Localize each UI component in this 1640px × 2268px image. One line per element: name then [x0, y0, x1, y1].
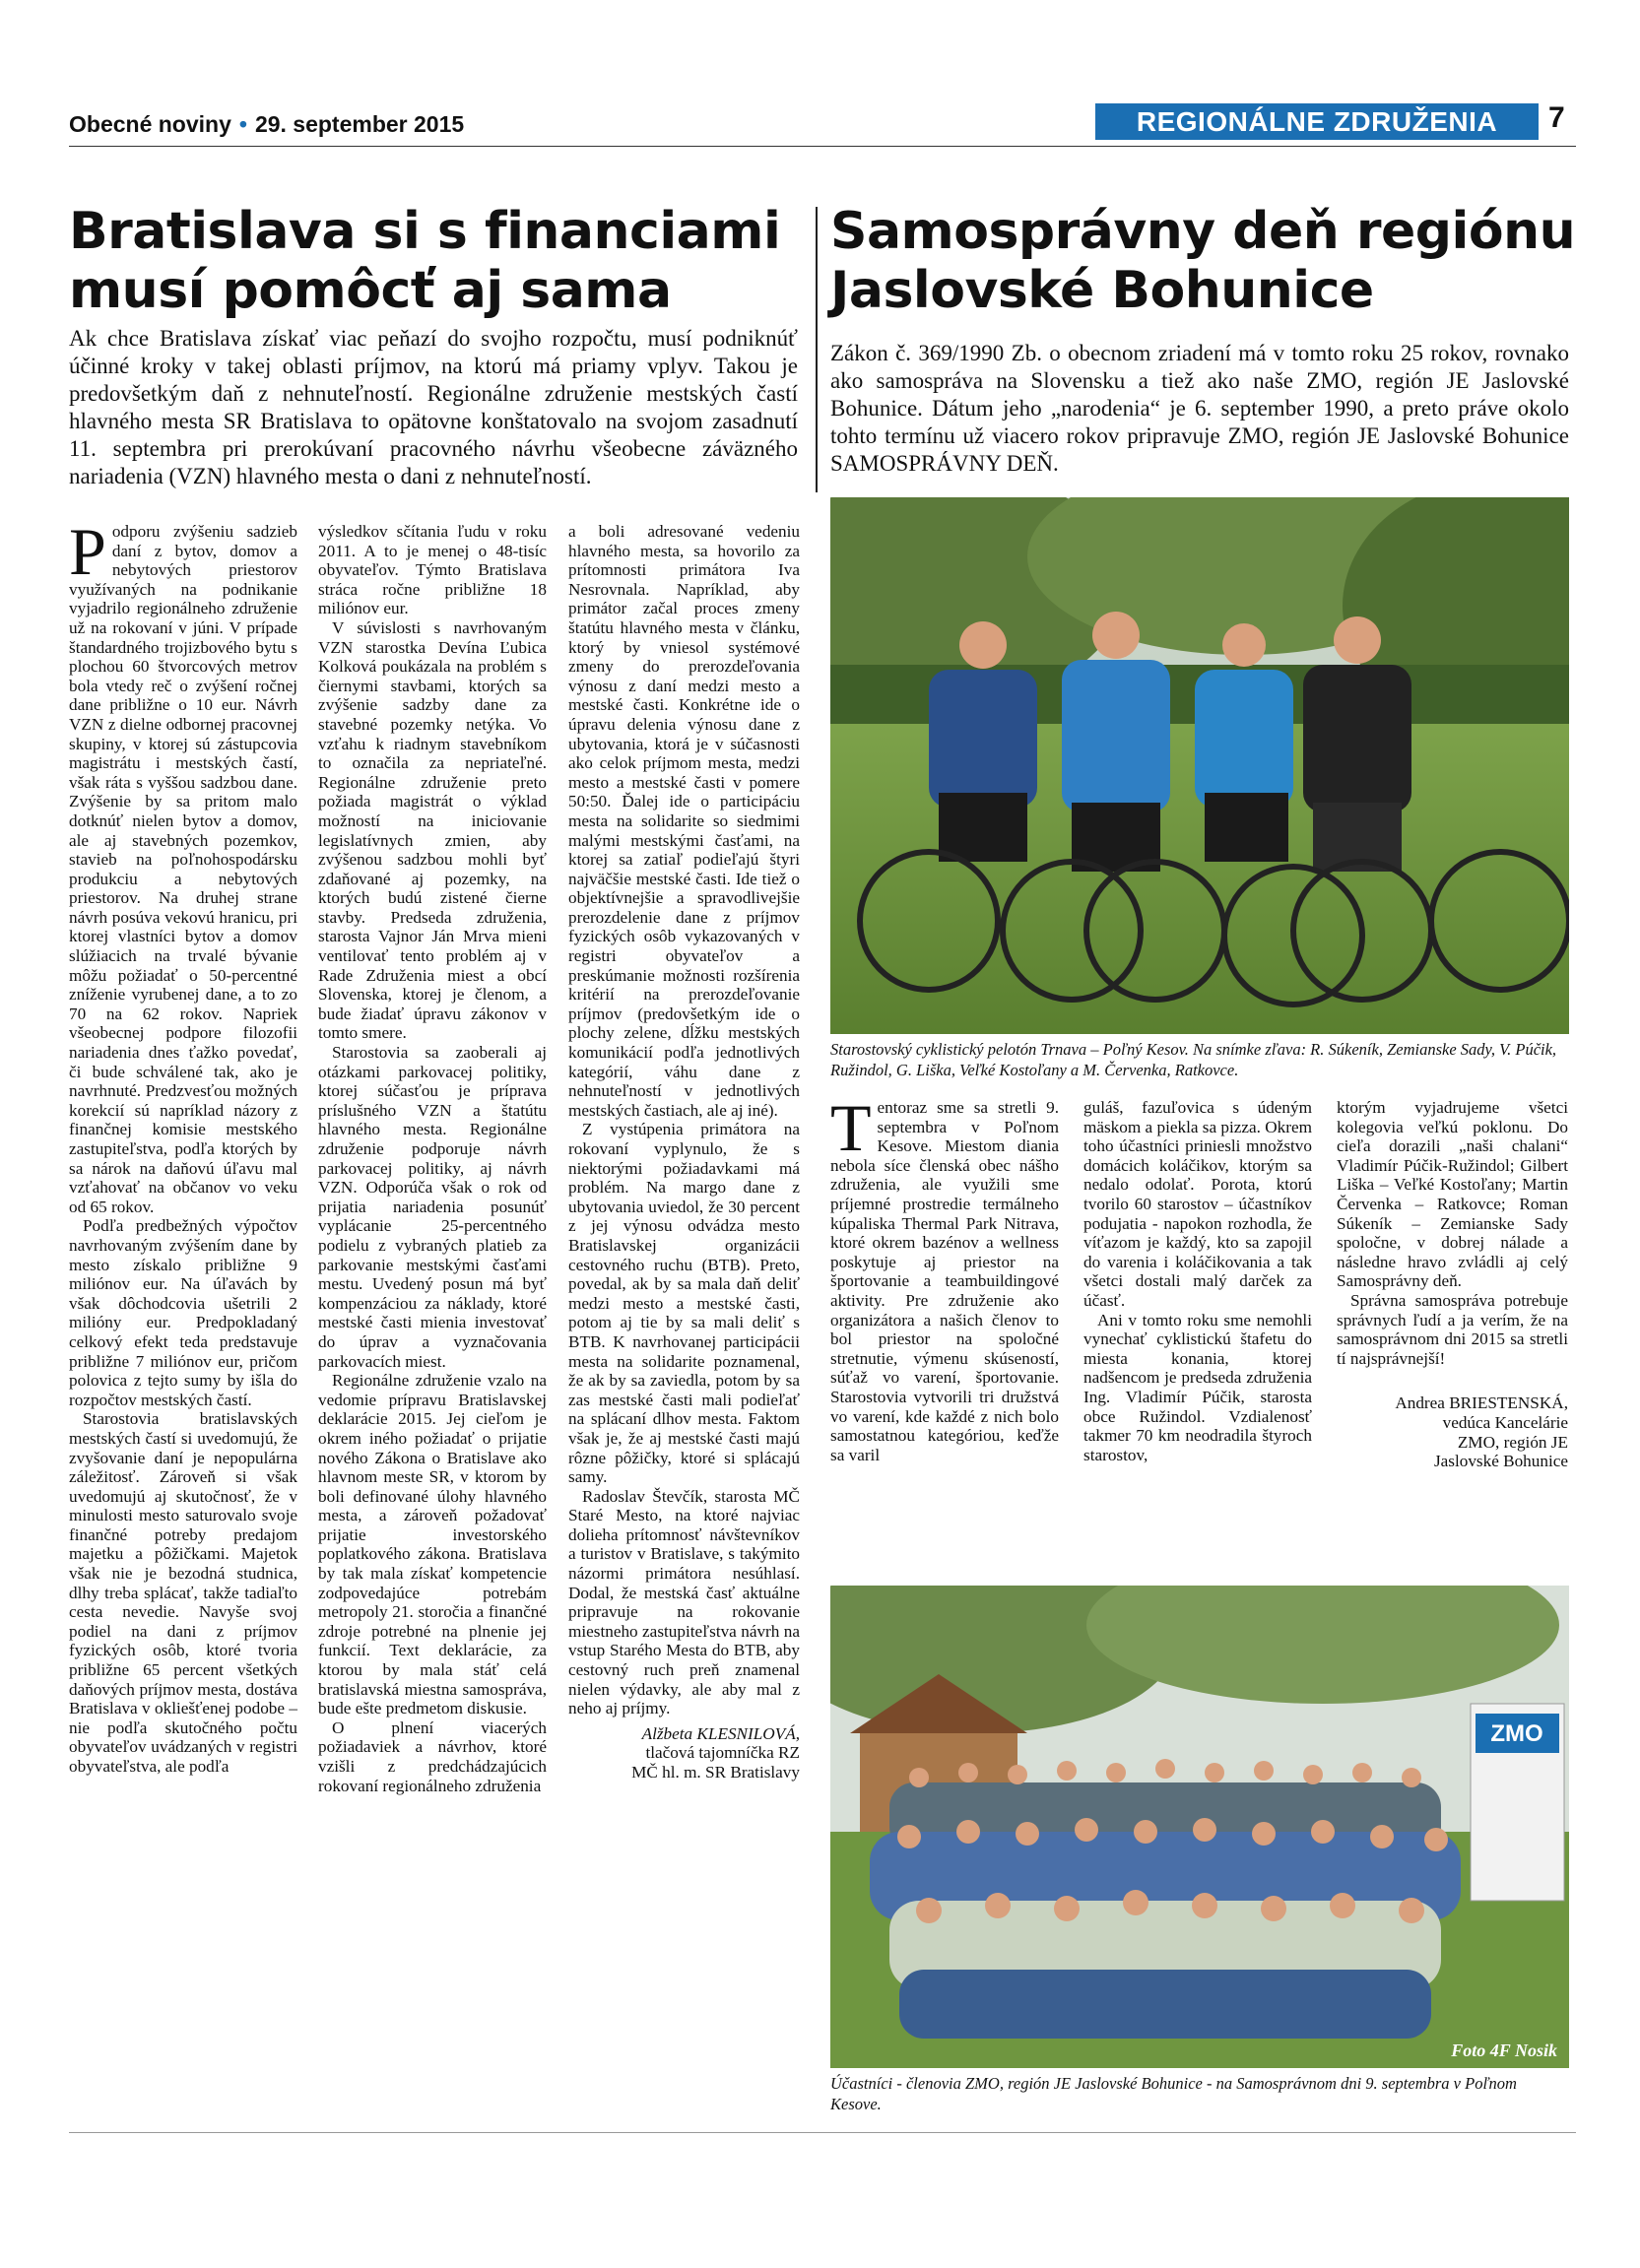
right-lead: Zákon č. 369/1990 Zb. o obecnom zriadení má v tomto roku 25 rokov, rovnako ako samospráva na Slovensku a tiež ako naše ZMO, región JE Jaslovské Bohunice. Dátum jeho „narodenia“ je 6. september 1990, a preto práve okolo tohto termínu už viacero rokov pripravuje ZMO, región JE Jaslovské Bohunice SAMOSPRÁVNY DEŇ.: [830, 341, 1569, 476]
right-column-2: [1083, 1098, 1312, 1464]
right-headline: [830, 202, 1579, 320]
left-col1-para2: Podľa predbežných výpočtov navrhovaným zvýšením dane by mesto získalo približne 9 miliónov eur. Na úľavách by však dôchodcovia ušetrili 2 milióny eur. Predpokladaný celkový efekt teda predstavuje približne 7 miliónov eur, pričom polovica z tejto sumy by išla do rozpočtov mestských častí.: [69, 1216, 297, 1409]
left-column-3: [568, 522, 800, 1782]
group-photo-caption: Účastníci - členovia ZMO, región JE Jaslovské Bohunice - na Samosprávnom dni 9. septembra v Poľnom Kesove.: [830, 2074, 1517, 2113]
left-col2-para2: V súvislosti s navrhovaným VZN starostka Devína Ľubica Kolková poukázala na problém s čiernymi stavbami, ktorých sa zvýšenie sadzby dane za stavebné pozemky netýka. Vo vzťahu k riadnym stavebníkom to označila za nepriateľné. Regionálne združenie preto požiada magistrát o výklad možností na iniciovanie legislatívnych zmien, aby zvýšenou sadzbou mohli byť zdaňované aj pozemky, na ktorých budú zistené čierne stavby. Predseda združenia, starosta Vajnor Ján Mrva mieni ventilovať tento problém aj v Rade Združenia miest a obcí Slovenska, ktorej je členom, a bude žiadať úpravu zákonov v tomto smere.: [318, 617, 547, 1043]
left-lead: Ak chce Bratislava získať viac peňazí do svojho rozpočtu, musí podniknúť účinné kroky v takej oblasti príjmov, na ktorú má priamy vplyv. Takou je predovšetkým daň z nehnuteľností. Regionálne združenie mestských častí hlavného mesta SR Bratislava to opätovne konštatovalo na svojom zasadnutí 11. septembra pri prerokúvaní pracovného návrhu všeobecne záväzného nariadenia (VZN) hlavného mesta o dani z nehnuteľností.: [69, 326, 798, 488]
header-rule: [69, 146, 1576, 147]
right-headline-line2: Jaslovské Bohunice: [830, 261, 1374, 320]
left-col1-para1: Podporu zvýšeniu sadzieb daní z bytov, domov a nebytových priestorov využívaných na podnikanie vyjadrilo regionálneho združenie už na rokovaní v júni. V prípade štandardného trojizbového bytu s plochou 60 štvorcových metrov bola vtedy reč o zvýšení ročnej dane približne o 10 eur. Návrh VZN z dielne odbornej pracovnej skupiny, v ktorej sú zástupcovia magistrátu i mestských častí, však ráta s vyššou sadzbou dane. Zvýšenie by sa pritom malo dotknúť nielen bytov a domov, ale aj stavebných pozemkov, stavieb na poľnohospodársku produkciu a nebytových priestorov. Na druhej strane návrh posúva vekovú hranicu, pri ktorej vlastníci bytov a domov slúžiacich na trvalé bývanie môžu požiadať o 50-percentné zníženie vyrubenej dane, a to zo 70 na 62 rokov. Napriek všeobecnej podpore filozofii nariadenia dnes ťažko povedať, či bude schválené tak, ako je navrhnuté. Predzvesťou možných korekcií sú napríklad názory z finančnej komisie mestského zastupiteľstva, podľa ktorých by sa nárok na daňovú úľavu mal vzťahovať na občanov vo veku od 65 rokov.: [69, 514, 297, 1216]
section-label: REGIONÁLNE ZDRUŽENIA: [1095, 103, 1539, 140]
right-column-3: [1337, 1098, 1568, 1471]
drop-cap: P: [69, 514, 106, 589]
right-col3-para2: Správna samospráva potrebuje správnych ľudí a ja verím, že na samosprávnom dni 2015 sa stretli tí najsprávnejší!: [1337, 1290, 1568, 1368]
right-sig-role2: ZMO, región JE: [1457, 1432, 1568, 1452]
right-column-1: [830, 1090, 1059, 1464]
right-headline-line1: Samosprávny deň regiónu: [830, 202, 1576, 261]
photo-credit: Foto 4F Nosik: [1451, 2041, 1557, 2060]
right-col2-para1: guláš, fazuľovica s údeným mäskom a piekla sa pizza. Okrem toho účastníci priniesli množstvo domácich koláčikov, ktorým sa nedalo odolať. Porota, ktorú tvorilo 60 starostov – účastníkov podujatia - napokon rozhodla, že víťazom je každý, kto sa zapojil do varenia i koláčikovania a tak všetci dostali malý darček za účasť.: [1083, 1098, 1312, 1310]
right-col3-para1: ktorým vyjadrujeme všetci kolegovia veľkú poklonu. Do cieľa dorazili „naši chalani“ Vladimír Púčik-Ružindol; Gilbert Liška – Veľké Kostoľany; Martin Červenka – Ratkovce; Roman Súkeník – Zemianske Sady spoločne, v dobrej nálade a následne hravo zvládli aj celý Samosprávny deň.: [1337, 1098, 1568, 1291]
left-col1-para3: Starostovia bratislavských mestských častí si uvedomujú, že zvyšovanie daní je nepopulárna záležitosť. Zároveň si však uvedomujú aj skutočnosť, že v minulosti mesto saturovalo svoje finančné potreby predajom majetku a pôžičkami. Majetok však nie je bezodná studnica, dlhy treba splácať, takže tadiaľto cesta nevedie. Navyše svoj podiel na dani z príjmov fyzických osôb, ktoré tvoria približne 65 percent všetkých daňových príjmov mesta, dostáva Bratislava v okliešťenej podobe – nie podľa skutočného počtu obyvateľov uvádzaných v registri obyvateľstva, ale podľa: [69, 1409, 297, 1776]
left-col2-para4: Regionálne združenie vzalo na vedomie prípravu Bratislavskej deklarácie 2015. Jej cieľom je okrem iného požiadať o prijatie nového Zákona o Bratislave ako hlavnom meste SR, v ktorom by boli definované úlohy hlavného mesta, a zároveň požadovať prijatie investorského poplatkového zákona. Bratislava by tak mala získať kompetencie zodpovedajúce potrebám metropoly 21. storočia a finančné zdroje potrebné na plnenie jej funkcií. Text deklarácie, za ktorou by mala stáť celá bratislavská miestna samospráva, bude ešte predmetom diskusie.: [318, 1371, 547, 1718]
publication-header: [69, 111, 464, 138]
right-signature: [1337, 1393, 1568, 1470]
left-col2-para3: Starostovia sa zaoberali aj otázkami parkovacej politiky, ktorej súčasťou je príprava príslušného VZN a štatútu hlavného mesta. Regionálne združenie podporuje návrh parkovacej politiky, aj návrh VZN. Odporúča však o rok od prijatia nariadenia posunúť vyplácanie 25-percentného podielu z vybraných platieb za parkovanie mestskými časťami mestu. Uvedený posun má byť kompenzáciou za náklady, ktoré mestské časti mienia investovať do úprav a vyznačovania parkovacích miest.: [318, 1043, 547, 1371]
separator-dot: •: [238, 111, 247, 137]
page-number: 7: [1548, 101, 1565, 134]
left-signature: [568, 1724, 800, 1782]
left-headline-line1: Bratislava si s financiami: [69, 202, 781, 261]
left-sig-role2: MČ hl. m. SR Bratislavy: [631, 1763, 800, 1782]
right-sig-role3: Jaslovské Bohunice: [1433, 1452, 1568, 1471]
right-sig-role1: vedúca Kancelárie: [1442, 1412, 1568, 1432]
left-headline: [69, 202, 818, 320]
left-sig-name: Alžbeta KLESNILOVÁ,: [641, 1723, 800, 1743]
left-column-2: [318, 522, 547, 1795]
right-sig-name: Andrea BRIESTENSKÁ,: [1395, 1393, 1568, 1413]
group-photo: [830, 1586, 1569, 2068]
zmo-banner-logo: ZMO: [1490, 1720, 1543, 1747]
publication-name: Obecné noviny: [69, 111, 231, 137]
left-col3-para3: Radoslav Števčík, starosta MČ Staré Mesto, na ktoré najviac dolieha prítomnosť návštevníkov a turistov v Bratislave, s takýmito názormi primátora nesúhlasí. Dodal, že mestská časť aktuálne pripravuje na rokovanie miestneho zastupiteľstva návrh na vstup Starého Mesta do BTB, aby cestovný ruch preň znamenal nielen výdavky, ale aby mal z neho aj príjmy.: [568, 1486, 800, 1718]
left-sig-role1: tlačová tajomníčka RZ: [645, 1743, 800, 1763]
left-column-1: [69, 514, 297, 1777]
issue-date: 29. september 2015: [254, 111, 465, 137]
right-col2-para2: Ani v tomto roku sme nemohli vynechať cyklistickú štafetu do miesta konania, ktorej nadšencom je predseda združenia Ing. Vladimír Púčik, starosta obce Ružindol. Vzdialenosť takmer 70 km neodradila štyroch starostov,: [1083, 1310, 1312, 1464]
footer-rule: [69, 2132, 1576, 2133]
right-col1-para1: Tentoraz sme sa stretli 9. septembra v Poľnom Kesove. Miestom diania nebola síce členská obec nášho združenia, ale využili sme príjemné prostredie termálneho kúpaliska Thermal Park Nitrava, ktoré okrem bazénov a wellness poskytuje aj priestor na športovanie a teambuildingové aktivity. Pre združenie ako organizátora a našich členov to bol priestor na spoločné stretnutie, výmenu skúseností, súťaž vo varení, športovanie. Starostovia vytvorili tri družstvá vo varení, kde každé z nich bolo samostatnou kategóriou, keďže sa varil: [830, 1090, 1059, 1464]
left-headline-line2: musí pomôcť aj sama: [69, 261, 672, 320]
cyclists-photo-caption: Starostovský cyklistický pelotón Trnava – Poľný Kesov. Na snímke zľava: R. Súkeník, Zemianske Sady, V. Púčik, Ružindol, G. Liška, Veľké Kostoľany a M. Červenka, Ratkovce.: [830, 1040, 1557, 1079]
left-col2-para1: výsledkov sčítania ľudu v roku 2011. A to je menej o 48-tisíc obyvateľov. Týmto Bratislava stráca ročne približne 18 miliónov eur.: [318, 522, 547, 618]
cyclists-photo: [830, 497, 1569, 1034]
left-col3-para2: Z vystúpenia primátora na rokovaní vyplynulo, že s niektorými požiadavkami má problém. Na margo dane z ubytovania uviedol, že 30 percent z jej výnosu odvádza mesto Bratislavskej organizácii cestovného ruchu (BTB). Preto, povedal, ak by sa mala daň deliť medzi mesto a mestské časti, potom aj tie by sa mali deliť s BTB. K navrhovanej participácii mesta na solidarite poznamenal, že ak by sa zaviedla, potom by sa zas mestské časti mali podieľať na splácaní dlhov mesta. Faktom však je, že aj mestské časti majú rôzne pôžičky, ktoré si splácajú samy.: [568, 1120, 800, 1487]
drop-cap: T: [830, 1090, 872, 1165]
left-col3-para1: a boli adresované vedeniu hlavného mesta, sa hovorilo za prítomnosti primátora Iva Nesrovnala. Napríklad, aby primátor začal proces zmeny štatútu hlavného mesta v článku, ktorý by vniesol systémové zmeny do prerozdeľovania výnosu z daní medzi mesto a mestské časti. Konkrétne ide o úpravu delenia výnosu dane z ubytovania, ktorá je v súčasnosti ako celok príjmom mesta, medzi mesto a mestské časti v pomere 50:50. Ďalej ide o participáciu mesta na solidarite so siedmimi malými mestskými časťami, na ktorej sa zatiaľ podieľajú štyri najväčšie mestské časti. Ide tiež o objektívnejšie a spravodlivejšie prerozdelenie dane z príjmov fyzických osôb vykazovaných v registri obyvateľov a preskúmanie možnosti rozšírenia kritérií na prerozdeľovanie príjmov (predovšetkým ide o plochy zelene, dĺžku mestských komunikácií podľa jednotlivých kategórií, váhu dane z nehnuteľností v jednotlivých mestských častiach, ale aj iné).: [568, 522, 800, 1120]
group-photo-image: [830, 1586, 1569, 2068]
left-col2-para5: O plnení viacerých požiadaviek a návrhov, ktoré vzišli z predchádzajúcich rokovaní regionálneho združenia: [318, 1717, 547, 1795]
cyclists-photo-image: [830, 497, 1569, 1034]
